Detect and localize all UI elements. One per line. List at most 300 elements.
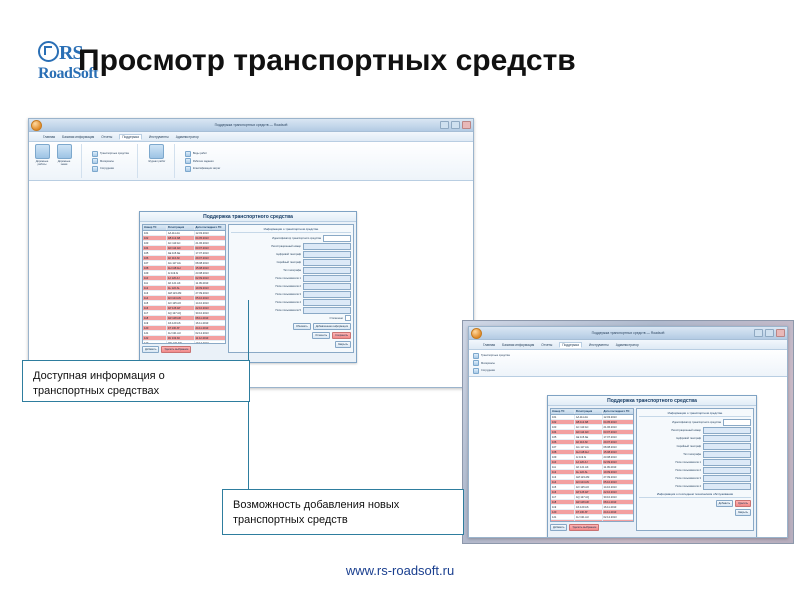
cell-last-service-date: 29.07.2013 bbox=[195, 256, 209, 260]
cell-registration: AC 113 AC bbox=[575, 425, 603, 429]
cell-vehicle-number: 120 bbox=[551, 510, 575, 514]
cell-vehicle-number: 118 bbox=[143, 316, 167, 320]
ribbon-item-materials[interactable] bbox=[92, 158, 129, 164]
grid-body-secondary[interactable] bbox=[551, 415, 633, 522]
form-row-tacho-type bbox=[639, 451, 751, 458]
maximize-button[interactable] bbox=[765, 329, 774, 337]
form-label-vehicle-id: Идентификатор транспортного средства bbox=[272, 236, 321, 240]
cell-vehicle-number: 104 bbox=[551, 430, 575, 434]
grid-column-number: Номер ТС bbox=[143, 225, 167, 230]
cell-last-service-date: 16.11.2013 bbox=[603, 505, 617, 509]
cell-registration: AE 115 AE bbox=[575, 435, 603, 439]
callout-available-info bbox=[22, 360, 250, 402]
ribbon-group-secondary bbox=[473, 352, 518, 374]
cell-vehicle-number: 116 bbox=[143, 306, 167, 310]
cell-registration: AN 124 AN bbox=[575, 480, 603, 484]
form-extra-info-button[interactable]: Добавленная информация bbox=[313, 323, 351, 330]
cell-last-service-date: 14.10.2013 bbox=[603, 485, 617, 489]
cell-last-service-date: 21.06.2013 bbox=[195, 241, 209, 245]
form-row-disabled bbox=[231, 315, 351, 321]
cell-last-service-date: 24.11.2013 bbox=[603, 510, 617, 514]
ribbon-item-label: Транспортные средства bbox=[481, 354, 510, 357]
grid-delete-button[interactable]: Удалить выбранное bbox=[569, 524, 599, 531]
form-label-user-field-3: Поле пользователя 3 bbox=[675, 476, 701, 480]
ribbon-group-center bbox=[148, 144, 175, 178]
form-save-button[interactable]: Сохранить bbox=[332, 332, 351, 339]
subpanel-delete-button[interactable]: Удалить bbox=[735, 500, 751, 507]
window-titlebar-secondary[interactable] bbox=[469, 327, 787, 340]
window-workarea bbox=[29, 181, 473, 388]
task-icon bbox=[185, 158, 191, 164]
form-row-user-field-1 bbox=[231, 275, 351, 282]
cell-last-service-date: 08.11.2013 bbox=[195, 316, 209, 320]
cell-last-service-date: 19.09.2013 bbox=[603, 470, 617, 474]
form-label-user-field-1: Поле пользователя 1 bbox=[275, 276, 301, 280]
cell-vehicle-number: 122 bbox=[143, 336, 167, 340]
ribbon-item-label: Классификация затрат bbox=[192, 167, 221, 170]
user-field-2-input[interactable] bbox=[303, 283, 351, 290]
cell-registration: AV 132 AV bbox=[575, 520, 603, 522]
form-label-user-field-5: Поле пользователя 5 bbox=[275, 308, 301, 312]
cell-last-service-date: 30.10.2013 bbox=[603, 495, 617, 499]
cell-registration: AE 115 AE bbox=[167, 251, 195, 255]
cell-registration: AU 131 AU bbox=[575, 515, 603, 519]
form-button-row-close bbox=[231, 341, 351, 348]
vehicle-icon bbox=[473, 353, 479, 359]
vehicle-grid-secondary[interactable] bbox=[550, 408, 634, 522]
window-titlebar[interactable] bbox=[29, 119, 473, 132]
cell-last-service-date: 12.03.2013 bbox=[603, 415, 617, 419]
vehicle-grid-panel bbox=[142, 224, 226, 353]
form-label-tacho-type: Тип тахографа bbox=[283, 268, 301, 272]
ribbon-item-label: Транспортные средства bbox=[100, 152, 129, 155]
cell-vehicle-number: 119 bbox=[143, 321, 167, 325]
ribbon-button-road-works[interactable] bbox=[33, 144, 51, 178]
form-row-digital-tacho bbox=[639, 435, 751, 442]
subpanel-button-row bbox=[639, 500, 751, 507]
cell-registration: AD 114 AD bbox=[167, 246, 195, 250]
cell-last-service-date: 11.09.2013 bbox=[195, 281, 209, 285]
cell-registration: AK 121 AK bbox=[167, 281, 195, 285]
menu-bar-secondary[interactable] bbox=[469, 340, 787, 350]
ribbon-item-work-types[interactable] bbox=[185, 151, 221, 157]
cell-registration: AV 132 AV bbox=[167, 336, 195, 340]
menu-item-base-info[interactable]: Базовая информация bbox=[62, 134, 95, 139]
cell-registration: AT 130 AT bbox=[575, 510, 603, 514]
ribbon-item-label: Материалы bbox=[481, 361, 495, 365]
cell-vehicle-number: 114 bbox=[551, 480, 575, 484]
grid-add-button[interactable]: Добавить bbox=[550, 524, 567, 531]
ribbon-item-vehicles[interactable] bbox=[92, 151, 129, 157]
cell-last-service-date: 27.09.2013 bbox=[195, 291, 209, 295]
form-row-serial-tacho bbox=[231, 259, 351, 266]
ribbon-item-tasks[interactable] bbox=[185, 158, 221, 164]
user-field-1-input[interactable] bbox=[703, 459, 751, 466]
cell-registration: AH 118 AH bbox=[575, 450, 603, 454]
grid-add-button[interactable]: Добавить bbox=[142, 346, 159, 353]
cell-last-service-date: 17.07.2013 bbox=[195, 251, 209, 255]
form-row-tacho-type bbox=[231, 267, 351, 274]
window-title-secondary: Поддержка транспортных средств — Roadsoft bbox=[591, 331, 665, 335]
cell-vehicle-number: 101 bbox=[551, 415, 575, 419]
menu-item-admin[interactable]: Администратор bbox=[615, 342, 639, 347]
ribbon-item-staff[interactable] bbox=[473, 368, 510, 374]
logo-mark: RS bbox=[38, 38, 98, 63]
cost-icon bbox=[185, 166, 191, 172]
cell-registration: AK 121 AK bbox=[575, 465, 603, 469]
cell-last-service-date: 15.08.2013 bbox=[195, 266, 209, 270]
ribbon-item-materials[interactable] bbox=[473, 360, 510, 366]
vehicle-grid-panel-secondary bbox=[550, 408, 634, 531]
logo-wordmark: RoadSoft bbox=[38, 65, 99, 82]
vehicle-form-panel bbox=[228, 224, 354, 353]
log-icon bbox=[149, 144, 164, 159]
application-window-main[interactable] bbox=[28, 118, 474, 388]
cell-vehicle-number: 110 bbox=[551, 460, 575, 464]
grid-column-last-service: Дата последнего ТО bbox=[603, 410, 630, 413]
cell-registration: AP 126 AP bbox=[575, 490, 603, 494]
form-close-button[interactable]: Закрыть bbox=[735, 509, 751, 516]
worktype-icon bbox=[185, 151, 191, 157]
callout-leader-line-2 bbox=[248, 402, 249, 494]
cell-registration: AJ 120 AJ bbox=[575, 460, 603, 464]
grid-button-row-secondary bbox=[550, 524, 634, 531]
ribbon-button-work-log[interactable] bbox=[148, 144, 166, 178]
material-icon bbox=[473, 360, 479, 366]
form-label-vehicle-id: Идентификатор транспортного средства bbox=[672, 420, 721, 424]
grid-column-last-service: Дата последнего ТО bbox=[195, 226, 222, 229]
cell-vehicle-number: 107 bbox=[143, 261, 167, 265]
app-orb-icon[interactable] bbox=[471, 328, 482, 339]
cell-registration: AM 123 AM bbox=[167, 291, 195, 295]
table-row[interactable] bbox=[551, 520, 633, 522]
menu-item-home[interactable]: Главная bbox=[43, 134, 56, 139]
form-label-registration: Регистрационный номер bbox=[271, 244, 301, 248]
cell-vehicle-number: 106 bbox=[551, 440, 575, 444]
cell-last-service-date: 08.08.2013 bbox=[195, 261, 209, 265]
cell-registration: AW 133 AW bbox=[167, 341, 195, 344]
window-controls-secondary[interactable] bbox=[754, 329, 785, 337]
cell-registration: AF 116 AF bbox=[167, 256, 195, 260]
form-row-user-field-4 bbox=[639, 483, 751, 490]
cell-registration: AR 128 AR bbox=[575, 500, 603, 504]
digital-tacho-input[interactable] bbox=[303, 251, 351, 258]
cell-registration: AM 123 AM bbox=[575, 475, 603, 479]
vehicle-id-input[interactable] bbox=[323, 235, 351, 242]
form-label-user-field-2: Поле пользователя 2 bbox=[275, 284, 301, 288]
cell-vehicle-number: 117 bbox=[143, 311, 167, 315]
form-label-registration: Регистрационный номер bbox=[671, 428, 701, 432]
form-label-user-field-2: Поле пользователя 2 bbox=[675, 468, 701, 472]
cell-registration: AI 119 AI bbox=[167, 271, 195, 275]
dialog-body-secondary bbox=[548, 406, 756, 533]
cell-registration: AN 124 AN bbox=[167, 296, 195, 300]
tacho-type-input[interactable] bbox=[303, 267, 351, 274]
cell-vehicle-number: 106 bbox=[143, 256, 167, 260]
cell-last-service-date: 12.03.2013 bbox=[195, 231, 209, 235]
cell-registration: AS 129 AS bbox=[575, 505, 603, 509]
cell-vehicle-number: 121 bbox=[551, 515, 575, 519]
cell-last-service-date: 04.05.2013 bbox=[195, 236, 209, 240]
close-button[interactable] bbox=[462, 121, 471, 129]
form-button-row-close-secondary bbox=[639, 509, 751, 516]
ribbon-item-label: Виды работ bbox=[192, 152, 208, 155]
cell-last-service-date: 02.09.2013 bbox=[195, 276, 209, 280]
user-field-2-input[interactable] bbox=[703, 467, 751, 474]
form-row-user-field-1 bbox=[639, 459, 751, 466]
cell-registration: AP 126 AP bbox=[167, 306, 195, 310]
maximize-button[interactable] bbox=[451, 121, 460, 129]
cell-vehicle-number: 103 bbox=[143, 241, 167, 245]
ribbon-item-label: Материалы bbox=[100, 159, 114, 163]
form-label-user-field-4: Поле пользователя 4 bbox=[275, 300, 301, 304]
grid-column-number: Номер ТС bbox=[551, 409, 575, 414]
ribbon-group-primary bbox=[33, 144, 82, 178]
cell-registration: AL 122 AL bbox=[575, 470, 603, 474]
cell-registration: AQ 127 AQ bbox=[167, 311, 195, 315]
cell-vehicle-number: 102 bbox=[143, 236, 167, 240]
road-works-icon bbox=[35, 144, 50, 159]
cell-registration: AA 111 AA bbox=[575, 415, 603, 419]
grid-body[interactable] bbox=[143, 231, 225, 344]
cell-vehicle-number: 102 bbox=[551, 420, 575, 424]
user-field-5-input[interactable] bbox=[303, 307, 351, 314]
menu-item-support[interactable]: Поддержка bbox=[559, 342, 582, 348]
menu-item-tools[interactable]: Инструменты bbox=[148, 134, 169, 139]
form-cancel-button[interactable]: Отменить bbox=[312, 332, 330, 339]
ribbon-toolbar-secondary[interactable] bbox=[469, 350, 787, 377]
grid-delete-button[interactable]: Удалить выбранное bbox=[161, 346, 191, 353]
cell-vehicle-number: 116 bbox=[551, 490, 575, 494]
cell-last-service-date: 30.10.2013 bbox=[195, 311, 209, 315]
cell-registration: AD 114 AD bbox=[575, 430, 603, 434]
form-label-serial-tacho: Серийный тахограф bbox=[676, 444, 701, 448]
registration-input[interactable] bbox=[703, 427, 751, 434]
window-title: Поддержка транспортных средств — Roadsoft bbox=[214, 123, 288, 127]
material-icon bbox=[92, 158, 98, 164]
cell-vehicle-number: 115 bbox=[143, 301, 167, 305]
ribbon-button-label: Дорожные знаки bbox=[57, 160, 71, 166]
form-label-digital-tacho: Цифровой тахограф bbox=[276, 252, 301, 256]
form-row-digital-tacho bbox=[231, 251, 351, 258]
cell-registration: AU 131 AU bbox=[167, 331, 195, 335]
cell-vehicle-number: 123 bbox=[143, 341, 167, 344]
cell-vehicle-number: 110 bbox=[143, 276, 167, 280]
form-label-disabled: Отключено bbox=[329, 316, 343, 320]
cell-last-service-date: 23.08.2013 bbox=[603, 455, 617, 459]
cell-last-service-date: 24.11.2013 bbox=[195, 326, 209, 330]
cell-registration: AJ 120 AJ bbox=[167, 276, 195, 280]
close-button[interactable] bbox=[776, 329, 785, 337]
disabled-checkbox[interactable] bbox=[345, 315, 351, 321]
ribbon-button-label: Журнал работ bbox=[148, 160, 166, 163]
menu-item-tools[interactable]: Инструменты bbox=[588, 342, 609, 347]
grid-button-row bbox=[142, 346, 226, 353]
cell-registration: AO 125 AO bbox=[167, 301, 195, 305]
cell-registration: AH 118 AH bbox=[167, 266, 195, 270]
window-controls[interactable] bbox=[440, 121, 471, 129]
vehicle-grid[interactable] bbox=[142, 224, 226, 344]
cell-registration: AF 116 AF bbox=[575, 440, 603, 444]
form-row-serial-tacho bbox=[639, 443, 751, 450]
cell-vehicle-number: 122 bbox=[551, 520, 575, 522]
form-row-vehicle-id bbox=[639, 419, 751, 426]
user-field-4-input[interactable] bbox=[303, 299, 351, 306]
dialog-title-secondary: Поддержка транспортного средства bbox=[548, 396, 756, 406]
cell-vehicle-number: 107 bbox=[551, 445, 575, 449]
form-row-registration bbox=[639, 427, 751, 434]
cell-last-service-date: 22.10.2013 bbox=[603, 490, 617, 494]
subpanel-title: Информация о последнем техническом обслуживании bbox=[639, 492, 751, 498]
ribbon-group-left-list bbox=[92, 144, 138, 178]
road-sign-icon bbox=[57, 144, 72, 159]
registration-input[interactable] bbox=[303, 243, 351, 250]
cell-registration: AL 122 AL bbox=[167, 286, 195, 290]
callout-add-vehicles bbox=[222, 489, 464, 535]
cell-vehicle-number: 120 bbox=[143, 326, 167, 330]
cell-vehicle-number: 121 bbox=[143, 331, 167, 335]
form-button-row-primary bbox=[231, 323, 351, 330]
cell-vehicle-number: 118 bbox=[551, 500, 575, 504]
cell-vehicle-number: 104 bbox=[143, 246, 167, 250]
menu-bar[interactable] bbox=[29, 132, 473, 142]
cell-vehicle-number: 119 bbox=[551, 505, 575, 509]
cell-registration: AG 117 AG bbox=[575, 445, 603, 449]
cell-vehicle-number: 114 bbox=[143, 296, 167, 300]
dialog-title: Поддержка транспортного средства bbox=[140, 212, 356, 222]
form-row-user-field-5 bbox=[231, 307, 351, 314]
form-label-user-field-4: Поле пользователя 4 bbox=[675, 484, 701, 488]
menu-item-reports[interactable]: Отчеты bbox=[101, 134, 113, 139]
cell-last-service-date: 03.07.2013 bbox=[195, 246, 209, 250]
cell-registration: AO 125 AO bbox=[575, 485, 603, 489]
form-title-secondary: Информация о транспортном средстве bbox=[639, 411, 751, 417]
digital-tacho-input[interactable] bbox=[703, 435, 751, 442]
form-label-user-field-3: Поле пользователя 3 bbox=[275, 292, 301, 296]
cell-vehicle-number: 112 bbox=[143, 286, 167, 290]
cell-registration: AQ 127 AQ bbox=[575, 495, 603, 499]
user-field-4-input[interactable] bbox=[703, 483, 751, 490]
cell-last-service-date: 27.09.2013 bbox=[603, 475, 617, 479]
cell-last-service-date: 02.12.2013 bbox=[195, 331, 209, 335]
app-orb-icon[interactable] bbox=[31, 120, 42, 131]
cell-vehicle-number: 109 bbox=[551, 455, 575, 459]
callout-text: Доступная информация о транспортных средствах bbox=[33, 370, 165, 397]
cell-vehicle-number: 111 bbox=[143, 281, 167, 285]
cell-last-service-date: 29.07.2013 bbox=[603, 440, 617, 444]
ribbon-item-label: Сотрудники bbox=[100, 167, 115, 170]
cell-vehicle-number: 113 bbox=[551, 475, 575, 479]
menu-item-home[interactable]: Главная bbox=[483, 342, 496, 347]
cell-last-service-date: 11.09.2013 bbox=[603, 465, 617, 469]
ribbon-item-cost-classification[interactable] bbox=[185, 166, 221, 172]
subpanel-add-button[interactable]: Добавить bbox=[716, 500, 733, 507]
vehicle-id-input[interactable] bbox=[723, 419, 751, 426]
cell-last-service-date: 11.12.2013 bbox=[603, 520, 617, 522]
footer-url[interactable]: www.rs-roadsoft.ru bbox=[345, 563, 455, 578]
cell-last-service-date: 21.06.2013 bbox=[603, 425, 617, 429]
user-field-1-input[interactable] bbox=[303, 275, 351, 282]
cell-vehicle-number: 101 bbox=[143, 231, 167, 235]
ribbon-item-label: Рабочие задания bbox=[192, 159, 214, 163]
user-field-3-input[interactable] bbox=[703, 475, 751, 482]
menu-item-base-info[interactable]: Базовая информация bbox=[502, 342, 535, 347]
cell-last-service-date: 04.05.2013 bbox=[603, 420, 617, 424]
menu-item-reports[interactable]: Отчеты bbox=[541, 342, 553, 347]
cell-last-service-date: 19.09.2013 bbox=[195, 286, 209, 290]
form-label-digital-tacho: Цифровой тахограф bbox=[676, 436, 701, 440]
ribbon-toolbar[interactable] bbox=[29, 142, 473, 181]
cell-last-service-date: 08.08.2013 bbox=[603, 445, 617, 449]
cell-vehicle-number: 115 bbox=[551, 485, 575, 489]
form-close-button[interactable]: Закрыть bbox=[335, 341, 351, 348]
logo-circle-icon bbox=[38, 41, 59, 62]
application-window-secondary[interactable] bbox=[468, 326, 788, 538]
minimize-button[interactable] bbox=[440, 121, 449, 129]
ribbon-group-right-list bbox=[185, 144, 229, 178]
cell-vehicle-number: 108 bbox=[143, 266, 167, 270]
form-label-serial-tacho: Серийный тахограф bbox=[276, 260, 301, 264]
ribbon-button-road-signs[interactable] bbox=[55, 144, 73, 178]
cell-vehicle-number: 108 bbox=[551, 450, 575, 454]
cell-vehicle-number: 113 bbox=[143, 291, 167, 295]
form-update-button[interactable]: Обновить bbox=[293, 323, 311, 330]
table-row[interactable] bbox=[143, 341, 225, 344]
form-label-user-field-1: Поле пользователя 1 bbox=[675, 460, 701, 464]
serial-tacho-input[interactable] bbox=[303, 259, 351, 266]
cell-last-service-date: 19.12.2013 bbox=[195, 341, 209, 344]
form-row-user-field-2 bbox=[639, 467, 751, 474]
cell-registration: AS 129 AS bbox=[167, 321, 195, 325]
cell-last-service-date: 17.07.2013 bbox=[603, 435, 617, 439]
cell-last-service-date: 02.09.2013 bbox=[603, 460, 617, 464]
cell-last-service-date: 05.10.2013 bbox=[603, 480, 617, 484]
form-row-user-field-2 bbox=[231, 283, 351, 290]
cell-vehicle-number: 105 bbox=[551, 435, 575, 439]
cell-registration: AR 128 AR bbox=[167, 316, 195, 320]
grid-column-registration: Регистрация bbox=[167, 225, 195, 230]
form-row-registration bbox=[231, 243, 351, 250]
cell-vehicle-number: 105 bbox=[143, 251, 167, 255]
vehicle-support-dialog-secondary[interactable] bbox=[547, 395, 757, 538]
ribbon-item-staff[interactable] bbox=[92, 166, 129, 172]
cell-last-service-date: 08.11.2013 bbox=[603, 500, 617, 504]
cell-registration: AC 113 AC bbox=[167, 241, 195, 245]
callout-leader-line-1 bbox=[248, 300, 249, 362]
form-label-tacho-type: Тип тахографа bbox=[683, 452, 701, 456]
user-field-3-input[interactable] bbox=[303, 291, 351, 298]
form-title: Информация о транспортном средстве bbox=[231, 227, 351, 233]
cell-last-service-date: 05.10.2013 bbox=[195, 296, 209, 300]
cell-registration: AB 112 AB bbox=[167, 236, 195, 240]
cell-registration: AT 130 AT bbox=[167, 326, 195, 330]
minimize-button[interactable] bbox=[754, 329, 763, 337]
grid-column-registration: Регистрация bbox=[575, 409, 603, 414]
cell-last-service-date: 03.07.2013 bbox=[603, 430, 617, 434]
menu-item-admin[interactable]: Администратор bbox=[175, 134, 199, 139]
callout-text: Возможность добавления новых транспортных средств bbox=[233, 499, 400, 526]
serial-tacho-input[interactable] bbox=[703, 443, 751, 450]
window-workarea-secondary bbox=[469, 377, 787, 538]
staff-icon bbox=[92, 166, 98, 172]
ribbon-item-vehicles[interactable] bbox=[473, 353, 510, 359]
menu-item-support[interactable]: Поддержка bbox=[119, 134, 142, 140]
cell-registration: AI 119 AI bbox=[575, 455, 603, 459]
tacho-type-input[interactable] bbox=[703, 451, 751, 458]
cell-last-service-date: 11.12.2013 bbox=[195, 336, 209, 340]
form-button-row-secondary bbox=[231, 332, 351, 339]
cell-last-service-date: 15.08.2013 bbox=[603, 450, 617, 454]
